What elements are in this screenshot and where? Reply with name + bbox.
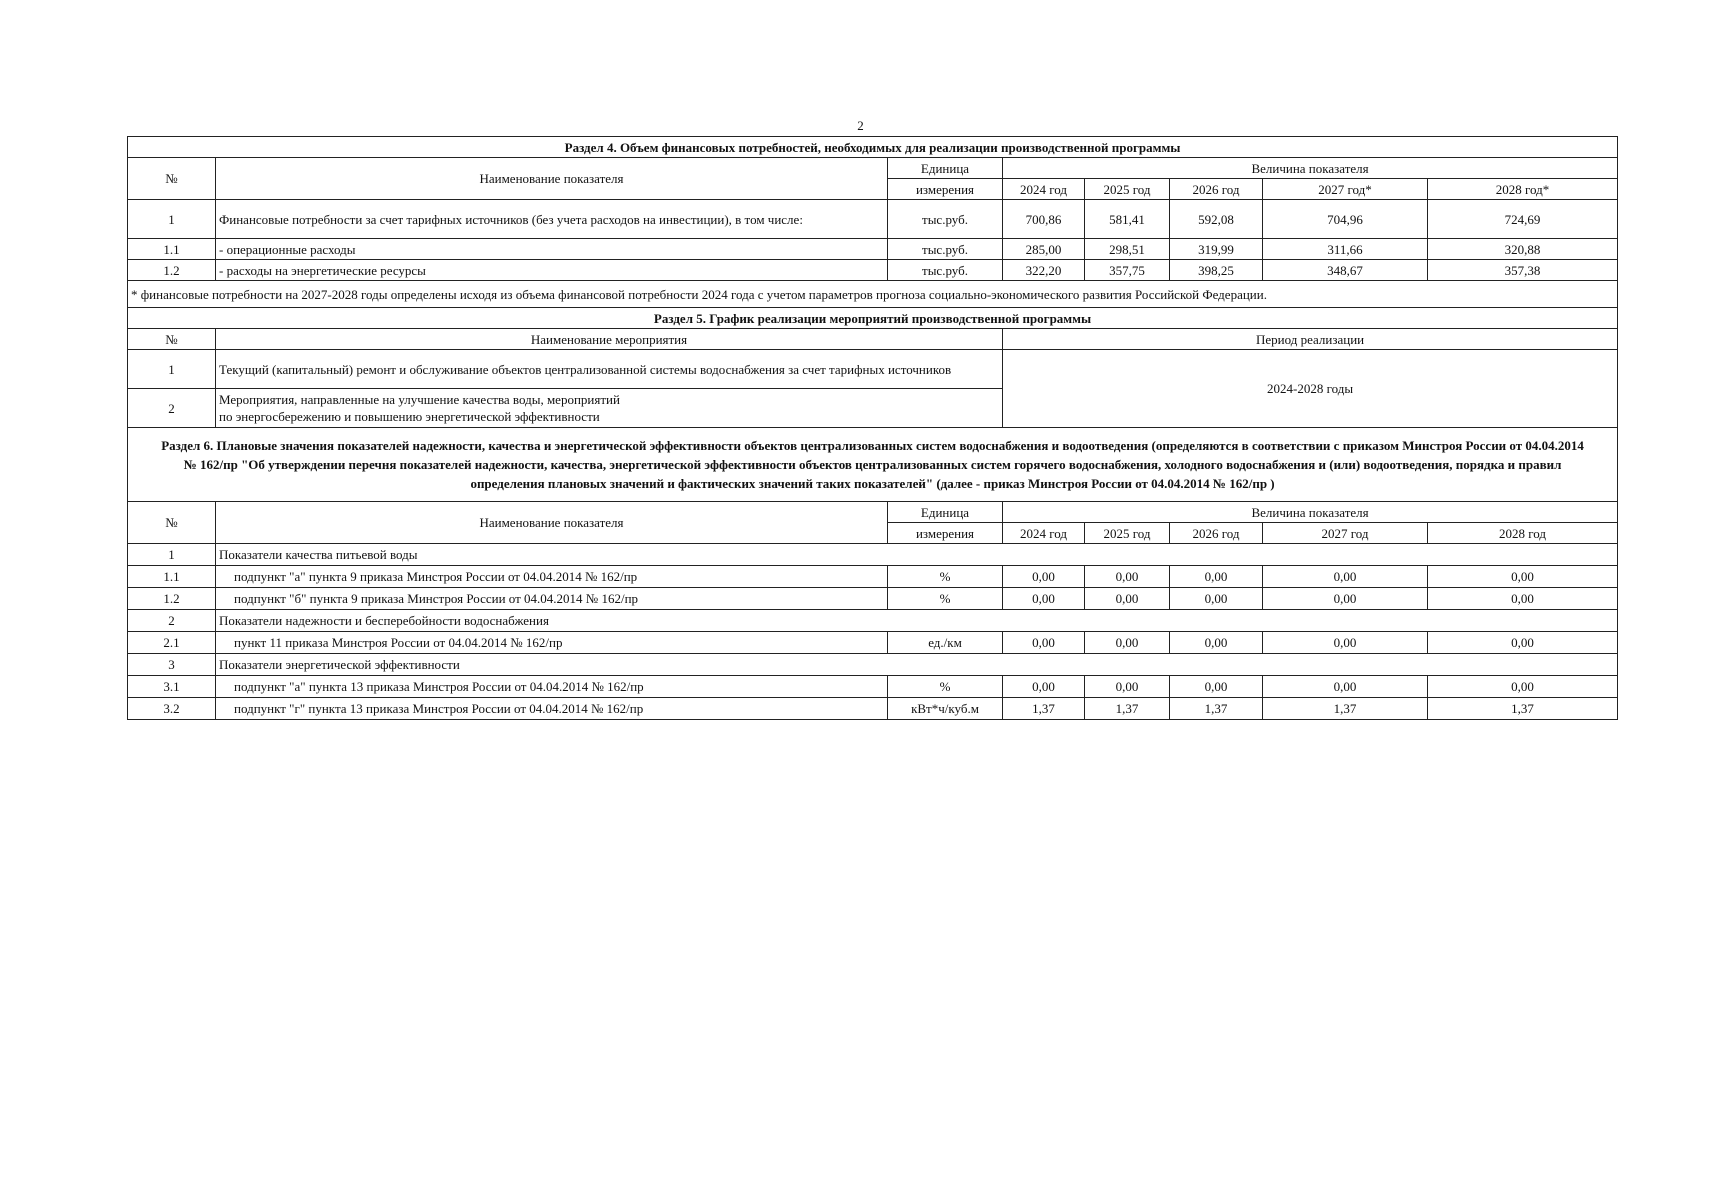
s6-year-2027: 2027 год <box>1263 523 1428 544</box>
row-value: 285,00 <box>1003 239 1085 260</box>
row-name: Финансовые потребности за счет тарифных источников (без учета расходов на инвестиции), в том числе: <box>216 200 888 239</box>
row-unit: тыс.руб. <box>888 239 1003 260</box>
row-num: 2.1 <box>128 632 216 654</box>
row-value: 0,00 <box>1003 676 1085 698</box>
s6-col-value: Величина показателя <box>1003 502 1618 523</box>
row-value: 0,00 <box>1428 566 1618 588</box>
page-number: 2 <box>857 118 864 133</box>
row-num: 1.1 <box>128 566 216 588</box>
row-value: 0,00 <box>1263 588 1428 610</box>
section6-header-row1 <box>128 502 1618 523</box>
row-unit: тыс.руб. <box>888 260 1003 281</box>
s4-col-unit-2: измерения <box>888 179 1003 200</box>
row-num: 1.2 <box>128 260 216 281</box>
row-value: 0,00 <box>1428 588 1618 610</box>
document-body <box>127 136 1617 720</box>
group-row <box>128 654 1618 676</box>
s4-year-2027: 2027 год* <box>1263 179 1428 200</box>
s5-col-num: № <box>128 329 216 350</box>
row-value: 322,20 <box>1003 260 1085 281</box>
group-name: Показатели энергетической эффективности <box>216 654 1618 676</box>
row-value: 0,00 <box>1170 588 1263 610</box>
s6-col-name: Наименование показателя <box>216 502 888 544</box>
row-value: 311,66 <box>1263 239 1428 260</box>
row-name: подпункт "г" пункта 13 приказа Минстроя России от 04.04.2014 № 162/пр <box>216 698 888 720</box>
row-name: подпункт "б" пункта 9 приказа Минстроя России от 04.04.2014 № 162/пр <box>216 588 888 610</box>
table-row <box>128 200 1618 239</box>
s4-col-name: Наименование показателя <box>216 158 888 200</box>
row-value: 0,00 <box>1085 632 1170 654</box>
s6-year-2026: 2026 год <box>1170 523 1263 544</box>
row-unit: тыс.руб. <box>888 200 1003 239</box>
row-value: 0,00 <box>1428 676 1618 698</box>
row-num: 1.2 <box>128 588 216 610</box>
table-row <box>128 350 1618 389</box>
s6-col-unit-1: Единица <box>888 502 1003 523</box>
row-value: 0,00 <box>1263 632 1428 654</box>
row-unit: ед./км <box>888 632 1003 654</box>
row-value: 320,88 <box>1428 239 1618 260</box>
row-value: 581,41 <box>1085 200 1170 239</box>
row-value: 704,96 <box>1263 200 1428 239</box>
row-value: 0,00 <box>1003 588 1085 610</box>
period-value: 2024-2028 годы <box>1003 350 1618 428</box>
table-row <box>128 676 1618 698</box>
row-value: 0,00 <box>1085 676 1170 698</box>
row-value: 1,37 <box>1263 698 1428 720</box>
table-row <box>128 239 1618 260</box>
s4-year-2025: 2025 год <box>1085 179 1170 200</box>
group-row <box>128 544 1618 566</box>
s4-year-2024: 2024 год <box>1003 179 1085 200</box>
section4-note-row <box>128 281 1618 308</box>
row-value: 1,37 <box>1003 698 1085 720</box>
section5-title: Раздел 5. График реализации мероприятий производственной программы <box>128 308 1618 329</box>
row-num: 3.2 <box>128 698 216 720</box>
group-num: 2 <box>128 610 216 632</box>
row-value: 319,99 <box>1170 239 1263 260</box>
s6-year-2024: 2024 год <box>1003 523 1085 544</box>
section4-header-row1 <box>128 158 1618 179</box>
group-name: Показатели качества питьевой воды <box>216 544 1618 566</box>
table-row <box>128 260 1618 281</box>
s4-col-value: Величина показателя <box>1003 158 1618 179</box>
row-name: Текущий (капитальный) ремонт и обслуживание объектов централизованной системы водоснабжения за счет тарифных источников <box>216 350 1003 389</box>
row-value: 0,00 <box>1003 566 1085 588</box>
s6-year-2028: 2028 год <box>1428 523 1618 544</box>
row-value: 0,00 <box>1085 588 1170 610</box>
row-name: подпункт "а" пункта 13 приказа Минстроя России от 04.04.2014 № 162/пр <box>216 676 888 698</box>
group-num: 1 <box>128 544 216 566</box>
row-value: 0,00 <box>1003 632 1085 654</box>
row-value: 398,25 <box>1170 260 1263 281</box>
row-num: 1 <box>128 200 216 239</box>
s6-col-num: № <box>128 502 216 544</box>
row-value: 1,37 <box>1085 698 1170 720</box>
group-num: 3 <box>128 654 216 676</box>
row-name-line2: по энергосбережению и повышению энергетической эффективности <box>219 409 600 424</box>
row-name: пункт 11 приказа Минстроя России от 04.04.2014 № 162/пр <box>216 632 888 654</box>
section4-title-row <box>128 137 1618 158</box>
row-value: 357,75 <box>1085 260 1170 281</box>
row-num: 1 <box>128 350 216 389</box>
row-num: 3.1 <box>128 676 216 698</box>
row-value: 724,69 <box>1428 200 1618 239</box>
row-name: подпункт "а" пункта 9 приказа Минстроя России от 04.04.2014 № 162/пр <box>216 566 888 588</box>
section5-title-row <box>128 308 1618 329</box>
s6-col-unit-2: измерения <box>888 523 1003 544</box>
main-table <box>127 136 1618 720</box>
row-num: 2 <box>128 389 216 428</box>
row-value: 298,51 <box>1085 239 1170 260</box>
table-row <box>128 588 1618 610</box>
row-name-line1: Мероприятия, направленные на улучшение качества воды, мероприятий <box>219 392 620 407</box>
section6-title-row <box>128 428 1618 502</box>
s5-col-period: Период реализации <box>1003 329 1618 350</box>
row-name: - операционные расходы <box>216 239 888 260</box>
row-name <box>216 389 1003 428</box>
row-value: 700,86 <box>1003 200 1085 239</box>
s4-year-2026: 2026 год <box>1170 179 1263 200</box>
row-value: 592,08 <box>1170 200 1263 239</box>
table-row <box>128 698 1618 720</box>
group-row <box>128 610 1618 632</box>
row-value: 0,00 <box>1085 566 1170 588</box>
s5-col-name: Наименование мероприятия <box>216 329 1003 350</box>
s4-col-num: № <box>128 158 216 200</box>
row-value: 357,38 <box>1428 260 1618 281</box>
s4-col-unit-1: Единица <box>888 158 1003 179</box>
row-unit: % <box>888 566 1003 588</box>
table-row <box>128 632 1618 654</box>
row-value: 1,37 <box>1170 698 1263 720</box>
group-name: Показатели надежности и бесперебойности водоснабжения <box>216 610 1618 632</box>
s6-year-2025: 2025 год <box>1085 523 1170 544</box>
row-value: 1,37 <box>1428 698 1618 720</box>
s4-year-2028: 2028 год* <box>1428 179 1618 200</box>
row-value: 348,67 <box>1263 260 1428 281</box>
row-value: 0,00 <box>1170 632 1263 654</box>
row-value: 0,00 <box>1170 676 1263 698</box>
section4-note: * финансовые потребности на 2027-2028 годы определены исходя из объема финансовой потребности 2024 года с учетом параметров прогноза социально-экономического развития Российской Федерации. <box>128 281 1618 308</box>
row-num: 1.1 <box>128 239 216 260</box>
row-value: 0,00 <box>1428 632 1618 654</box>
table-row <box>128 566 1618 588</box>
row-unit: % <box>888 676 1003 698</box>
row-name: - расходы на энергетические ресурсы <box>216 260 888 281</box>
section4-title: Раздел 4. Объем финансовых потребностей, необходимых для реализации производственной программы <box>128 137 1618 158</box>
row-value: 0,00 <box>1170 566 1263 588</box>
row-value: 0,00 <box>1263 566 1428 588</box>
row-unit: кВт*ч/куб.м <box>888 698 1003 720</box>
row-unit: % <box>888 588 1003 610</box>
section5-header-row <box>128 329 1618 350</box>
row-value: 0,00 <box>1263 676 1428 698</box>
section6-title: Раздел 6. Плановые значения показателей надежности, качества и энергетической эффективности объектов централизованных систем водоснабжения и водоотведения (определяются в соответствии с приказом Минстроя России от 04.04.2014 № 162/пр "Об утверждении перечня показателей надежности, качества, энергетической эффективности объектов централизованных систем горячего водоснабжения, холодного водоснабжения и (или) водоотведения, порядка и правил определения плановых значений и фактических значений таких показателей" (далее - приказ Минстроя России от 04.04.2014 № 162/пр ) <box>128 428 1618 502</box>
